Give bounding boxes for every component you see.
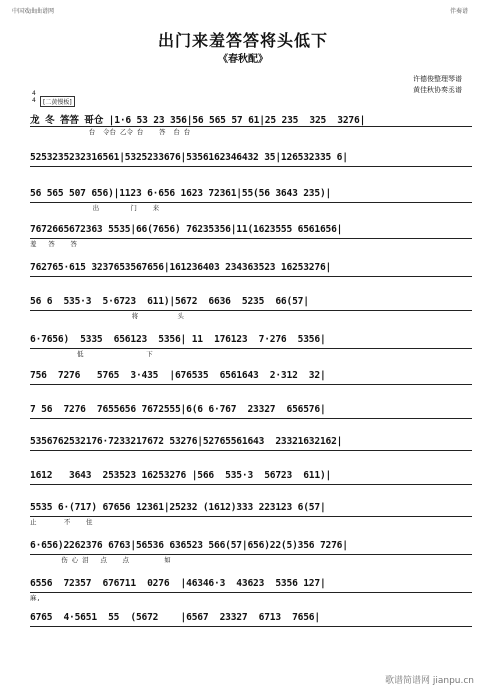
staff-lyrics: 将 头 xyxy=(30,312,184,320)
watermark-cn: 歌谱简谱网 xyxy=(384,676,430,686)
mode-label: [二黄慢板] xyxy=(40,96,75,107)
site-header-right: 伴奏谱 xyxy=(449,8,468,15)
staff-lyrics: 台 令台 乙令 台 答 台 台 xyxy=(30,128,191,136)
beam-line xyxy=(30,624,472,627)
staff-lyrics: 伤 心 泪 点 点 如 xyxy=(30,556,171,564)
staff-lyrics: 止 不 住 xyxy=(30,518,93,526)
song-title: 出门来羞答答将头低下 xyxy=(157,31,328,50)
staff-line xyxy=(30,152,472,180)
beam-line xyxy=(30,416,472,419)
staff-line xyxy=(30,502,472,530)
staff-notes: 6556 72357 676711 0276 |46346·3 43623 5356 127| xyxy=(30,578,326,589)
credit-line: 许德俊整理琴谱 xyxy=(413,75,462,83)
staff-notes: 1612 3643 253523 16253276 |566 535·3 56723 611)| xyxy=(30,470,332,481)
staff-notes: 5535 6·(717) 67656 12361|25232 (1612)333 223123 6(57| xyxy=(30,502,326,513)
staff-notes: 龙 冬 答答 哥仓 |1·6 53 23 356|56 565 57 61|25 235 325 3276| xyxy=(30,115,366,126)
beam-line xyxy=(30,164,472,167)
staff-notes: 6·656)2262376 6763|56536 636523 566(57|656)22(5)356 7276| xyxy=(30,540,348,551)
credits xyxy=(413,74,462,96)
site-header-left: 中国戏曲曲谱网 xyxy=(12,8,55,15)
staff-notes: 56 6 535·3 5·6723 611)|5672 6636 5235 66(57| xyxy=(30,296,309,307)
staff-line xyxy=(30,188,472,216)
staff-line xyxy=(30,262,472,290)
staff-notes: 56 565 507 656)|1123 6·656 1623 72361|55(56 3643 235)| xyxy=(30,188,332,199)
staff-line xyxy=(30,578,472,606)
staff-line xyxy=(30,296,472,324)
beam-line xyxy=(30,448,472,451)
staff-notes: 7672665672363 5535|66(7656) 76235356|11(1623555 6561656| xyxy=(30,224,343,235)
staff-line xyxy=(30,436,472,464)
staff-notes: 756 7276 5765 3·435 |676535 6561643 2·312 32| xyxy=(30,370,326,381)
staff-notes: 5356762532176·7233217672 53276|52765561643 23321632162| xyxy=(30,436,343,447)
watermark-url: jianpu.cn xyxy=(432,676,474,686)
staff-notes: 5253235232316561|5325233676|5356162346432 35|126532335 6| xyxy=(30,152,348,163)
staff-notes: 7 56 7276 7655656 7672555|6(6 6·767 23327 656576| xyxy=(30,404,326,415)
staff-lyrics: 低 下 xyxy=(30,350,153,358)
staff-lyrics: 出 门 来 xyxy=(30,204,160,212)
time-signature-bottom: 4 xyxy=(32,97,36,104)
staff-line xyxy=(30,470,472,498)
staff-notes: 6765 4·5651 55 (5672 |6567 23327 6713 7656| xyxy=(30,612,320,623)
staff-line xyxy=(30,540,472,568)
staff-notes: 6·7656) 5335 656123 5356| 11 176123 7·276 5356| xyxy=(30,334,326,345)
credit-line: 黄佳秋协奏丞谱 xyxy=(413,86,462,94)
staff-line xyxy=(30,224,472,252)
watermark xyxy=(385,673,474,686)
staff-lyrics: 羞 答 答 xyxy=(30,240,77,248)
staff-line xyxy=(30,404,472,432)
beam-line xyxy=(30,274,472,277)
beam-line xyxy=(30,482,472,485)
time-signature xyxy=(32,90,36,104)
time-signature-top: 4 xyxy=(32,90,36,97)
staff-line xyxy=(30,334,472,362)
staff-line xyxy=(30,612,472,640)
beam-line xyxy=(30,382,472,385)
staff-lyrics: 麻, xyxy=(30,594,41,602)
staff-notes: 762765·615 3237653567656|161236403 234363523 16253276| xyxy=(30,262,332,273)
staff-line xyxy=(30,370,472,398)
opera-subtitle: 《春秋配》 xyxy=(218,54,268,65)
staff-line xyxy=(30,112,472,140)
